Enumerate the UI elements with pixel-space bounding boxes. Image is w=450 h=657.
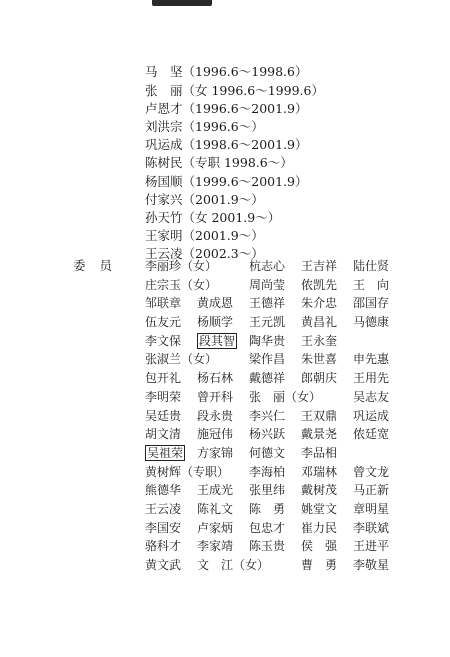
member-row: [145, 463, 415, 482]
list-item: 王家明（2001.9～）: [145, 228, 264, 243]
member-name: 陶华贵: [249, 333, 286, 348]
member-name: 杨兴跃: [249, 427, 286, 442]
member-name: 熊德华: [145, 483, 182, 498]
member-name: 骆科才: [145, 539, 182, 554]
member-name: 王吉祥: [301, 259, 338, 273]
member-name: 李海柏: [249, 464, 286, 479]
list-item: 刘洪宗（1996.6～）: [145, 119, 264, 134]
member-name: 胡文清: [145, 427, 182, 442]
members-list: [145, 257, 415, 575]
member-name: 侯 强: [301, 539, 338, 554]
member-name: 马正新: [353, 483, 390, 498]
member-row: [145, 276, 415, 295]
member-name: 邹联章: [145, 296, 182, 311]
member-name: 王元凯: [249, 315, 286, 330]
member-name: 戴景尧: [301, 427, 338, 442]
member-name: 文 江（女）: [197, 558, 270, 572]
member-row: [145, 500, 415, 519]
member-name: 李文保: [145, 333, 182, 348]
member-name: 杨石林: [197, 371, 234, 386]
member-name: 黄成恩: [197, 296, 234, 311]
member-name: 李品相: [301, 445, 338, 460]
member-name: 伍友元: [145, 315, 182, 330]
member-name: 张里纬: [249, 483, 286, 498]
member-name: 王成光: [197, 483, 234, 498]
member-row: [145, 257, 415, 276]
member-name: 马德康: [353, 315, 390, 330]
member-name: 崔力民: [301, 520, 338, 535]
member-name: 朱世喜: [301, 352, 338, 367]
list-item: 张 丽（女 1996.6～1999.6）: [145, 83, 324, 98]
list-item: 卢恩才（1996.6～2001.9）: [145, 101, 308, 116]
list-item: 巩运成（1998.6～2001.9）: [145, 137, 308, 152]
member-name: 段其智: [199, 333, 236, 348]
list-item: 付家兴（2001.9～）: [145, 192, 264, 207]
member-name: 章明星: [353, 501, 390, 516]
member-name: 李家靖: [197, 539, 234, 554]
member-name: 黄昌礼: [301, 315, 338, 330]
member-name: 李国安: [145, 520, 182, 535]
member-name: 曾开科: [197, 389, 234, 404]
member-name: 李丽珍（女）: [145, 259, 218, 273]
member-name: 申先惠: [353, 352, 390, 367]
member-name: 姚堂文: [301, 501, 338, 516]
member-name: 戴树茂: [301, 483, 338, 498]
member-row: [145, 425, 415, 444]
members-label: 委员: [73, 258, 127, 273]
member-name: 王用先: [353, 371, 390, 386]
member-name: 王进平: [353, 539, 390, 554]
member-name: 侬廷宽: [353, 427, 390, 442]
member-name: 吴志友: [353, 389, 390, 404]
member-name: 王 向: [353, 277, 390, 292]
member-name: 王双鼎: [301, 408, 338, 423]
member-name: 王云凌: [145, 501, 182, 516]
member-name: 杨顺学: [197, 315, 234, 330]
member-name: 黄文武: [145, 558, 182, 572]
member-row: [145, 332, 415, 351]
member-name: 段永贵: [197, 408, 234, 423]
member-name: 李敬星: [353, 558, 390, 572]
member-name: 庄宗玉（女）: [145, 277, 218, 292]
member-name: 包开礼: [145, 371, 182, 386]
member-row: [145, 369, 415, 388]
member-name: 施冠伟: [197, 427, 234, 442]
member-row: [145, 444, 415, 463]
member-row: [145, 519, 415, 538]
member-name: 包忠才: [249, 520, 286, 535]
member-name: 黄树辉（专职）: [145, 464, 230, 479]
member-name: 巩运成: [353, 408, 390, 423]
member-name: 陆仕贤: [353, 259, 390, 273]
member-name: 王德祥: [249, 296, 286, 311]
member-row: [145, 294, 415, 313]
member-row: [145, 481, 415, 500]
member-name: 张淑兰（女）: [145, 352, 218, 367]
member-name: 何德文: [249, 445, 286, 460]
member-name: 梁作昌: [249, 352, 286, 367]
member-name: 陈 勇: [249, 501, 286, 516]
member-name: 吴祖荣: [147, 445, 184, 460]
member-name: 陈礼文: [197, 501, 234, 516]
member-row: [145, 407, 415, 426]
member-name: 陈玉贵: [249, 539, 286, 554]
member-row: [145, 388, 415, 407]
member-name: 邓瑞林: [301, 464, 338, 479]
member-name: 侬凯先: [301, 277, 338, 292]
list-item: 陈树民（专职 1998.6～）: [145, 155, 293, 170]
member-name: 曹 勇: [301, 558, 338, 572]
list-item: 马 坚（1996.6～1998.6）: [145, 64, 308, 79]
member-row: [145, 350, 415, 369]
member-row: [145, 313, 415, 332]
member-name: 曾文龙: [353, 464, 390, 479]
list-item: 王云凌（2002.3～）: [145, 246, 264, 261]
member-name: 吴廷贵: [145, 408, 182, 423]
member-name: 李兴仁: [249, 408, 286, 423]
member-name: 李明荣: [145, 389, 182, 404]
member-name: 杭志心: [249, 259, 286, 273]
list-item: 孙天竹（女 2001.9～）: [145, 210, 281, 225]
member-name: 李联斌: [353, 520, 390, 535]
member-name: 邵国存: [353, 296, 390, 311]
member-name: 张 丽（女）: [249, 389, 322, 404]
member-name: 郎朝庆: [301, 371, 338, 386]
member-name: 王永奎: [301, 333, 338, 348]
member-row: [145, 537, 415, 556]
member-name: 朱介忠: [301, 296, 338, 311]
member-name: 方家锦: [197, 445, 234, 460]
member-name: 卢家炳: [197, 520, 234, 535]
member-name: 戴德祥: [249, 371, 286, 386]
list-item: 杨国顺（1999.6～2001.9）: [145, 174, 308, 189]
member-name: 周尚莹: [249, 277, 286, 292]
member-row: [145, 556, 415, 575]
